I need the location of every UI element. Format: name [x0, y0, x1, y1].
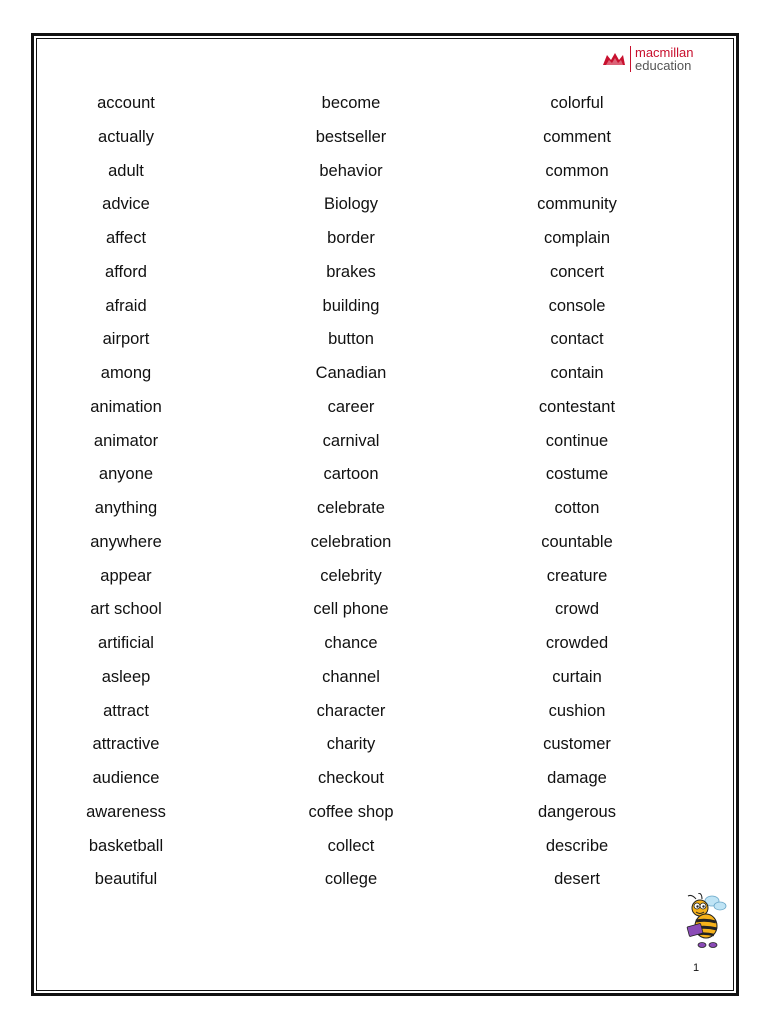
word-item: colorful: [550, 94, 604, 112]
word-item: cell phone: [313, 600, 389, 619]
word-item: dangerous: [538, 802, 616, 821]
logo-line-2: education: [635, 58, 692, 73]
word-item: complain: [543, 229, 611, 247]
word-item: contain: [550, 364, 604, 382]
word-item: cotton: [554, 499, 600, 517]
word-item: cushion: [548, 701, 606, 720]
word-item: afraid: [105, 296, 147, 315]
page-number: 1: [692, 962, 700, 974]
word-item: adult: [108, 161, 144, 180]
word-column-3: [477, 88, 677, 898]
word-item: carnival: [322, 431, 380, 450]
logo-text: [635, 46, 694, 72]
word-item: audience: [92, 769, 160, 787]
word-item: costume: [545, 465, 609, 484]
word-item: contestant: [538, 397, 616, 416]
word-item: crowd: [554, 600, 599, 619]
word-item: airport: [102, 330, 150, 349]
word-item: creature: [546, 566, 608, 585]
word-item: anyone: [98, 465, 154, 484]
word-item: button: [328, 330, 374, 349]
word-item: character: [316, 701, 386, 720]
macmillan-logo-icon: [602, 51, 626, 67]
word-item: common: [545, 161, 609, 180]
word-item: checkout: [317, 769, 385, 787]
word-item: bestseller: [315, 127, 387, 146]
word-item: collect: [327, 836, 375, 855]
word-item: curtain: [552, 667, 602, 686]
word-item: border: [327, 229, 375, 247]
word-item: basketball: [88, 836, 164, 855]
word-item: coffee shop: [308, 802, 394, 821]
word-item: animation: [90, 397, 162, 416]
word-item: charity: [326, 735, 376, 754]
word-item: brakes: [326, 262, 376, 281]
logo-divider: [630, 46, 631, 72]
word-item: attractive: [92, 735, 160, 754]
word-item: afford: [105, 262, 147, 281]
word-item: college: [324, 870, 378, 889]
word-item: channel: [322, 667, 380, 686]
word-item: describe: [545, 836, 609, 855]
word-item: affect: [105, 229, 147, 247]
word-item: career: [327, 397, 375, 416]
word-item: Biology: [323, 195, 379, 214]
word-item: damage: [547, 769, 607, 787]
word-item: actually: [98, 127, 154, 146]
word-item: account: [97, 94, 155, 112]
bee-mascot-icon: [682, 893, 728, 949]
word-item: art school: [90, 600, 162, 619]
word-item: beautiful: [94, 870, 158, 889]
word-item: advice: [102, 195, 150, 214]
word-item: customer: [543, 735, 611, 754]
word-item: concert: [549, 262, 605, 281]
word-column-1: [26, 88, 226, 898]
word-item: behavior: [319, 161, 383, 180]
word-item: chance: [324, 634, 378, 652]
word-item: animator: [93, 431, 159, 450]
word-item: anything: [94, 499, 158, 517]
logo-line-1: macmillan: [635, 45, 694, 60]
word-item: celebrity: [320, 566, 382, 585]
macmillan-logo: [602, 46, 694, 72]
word-item: contact: [550, 330, 604, 349]
word-item: anywhere: [90, 532, 162, 551]
word-item: desert: [554, 870, 600, 889]
word-item: celebration: [310, 532, 392, 551]
word-item: cartoon: [323, 465, 379, 484]
word-item: continue: [545, 431, 609, 450]
word-item: community: [537, 195, 617, 214]
word-item: appear: [100, 566, 152, 585]
word-item: comment: [543, 127, 611, 146]
word-item: among: [100, 364, 152, 382]
word-item: building: [322, 296, 380, 315]
word-item: console: [548, 296, 606, 315]
word-item: artificial: [98, 634, 154, 652]
word-item: crowded: [545, 634, 609, 652]
word-column-2: [251, 88, 451, 898]
word-item: awareness: [86, 802, 166, 821]
word-item: become: [321, 94, 381, 112]
word-item: asleep: [101, 667, 151, 686]
word-item: celebrate: [317, 499, 385, 517]
word-item: countable: [541, 532, 613, 551]
word-item: attract: [103, 701, 149, 720]
word-item: Canadian: [315, 364, 387, 382]
